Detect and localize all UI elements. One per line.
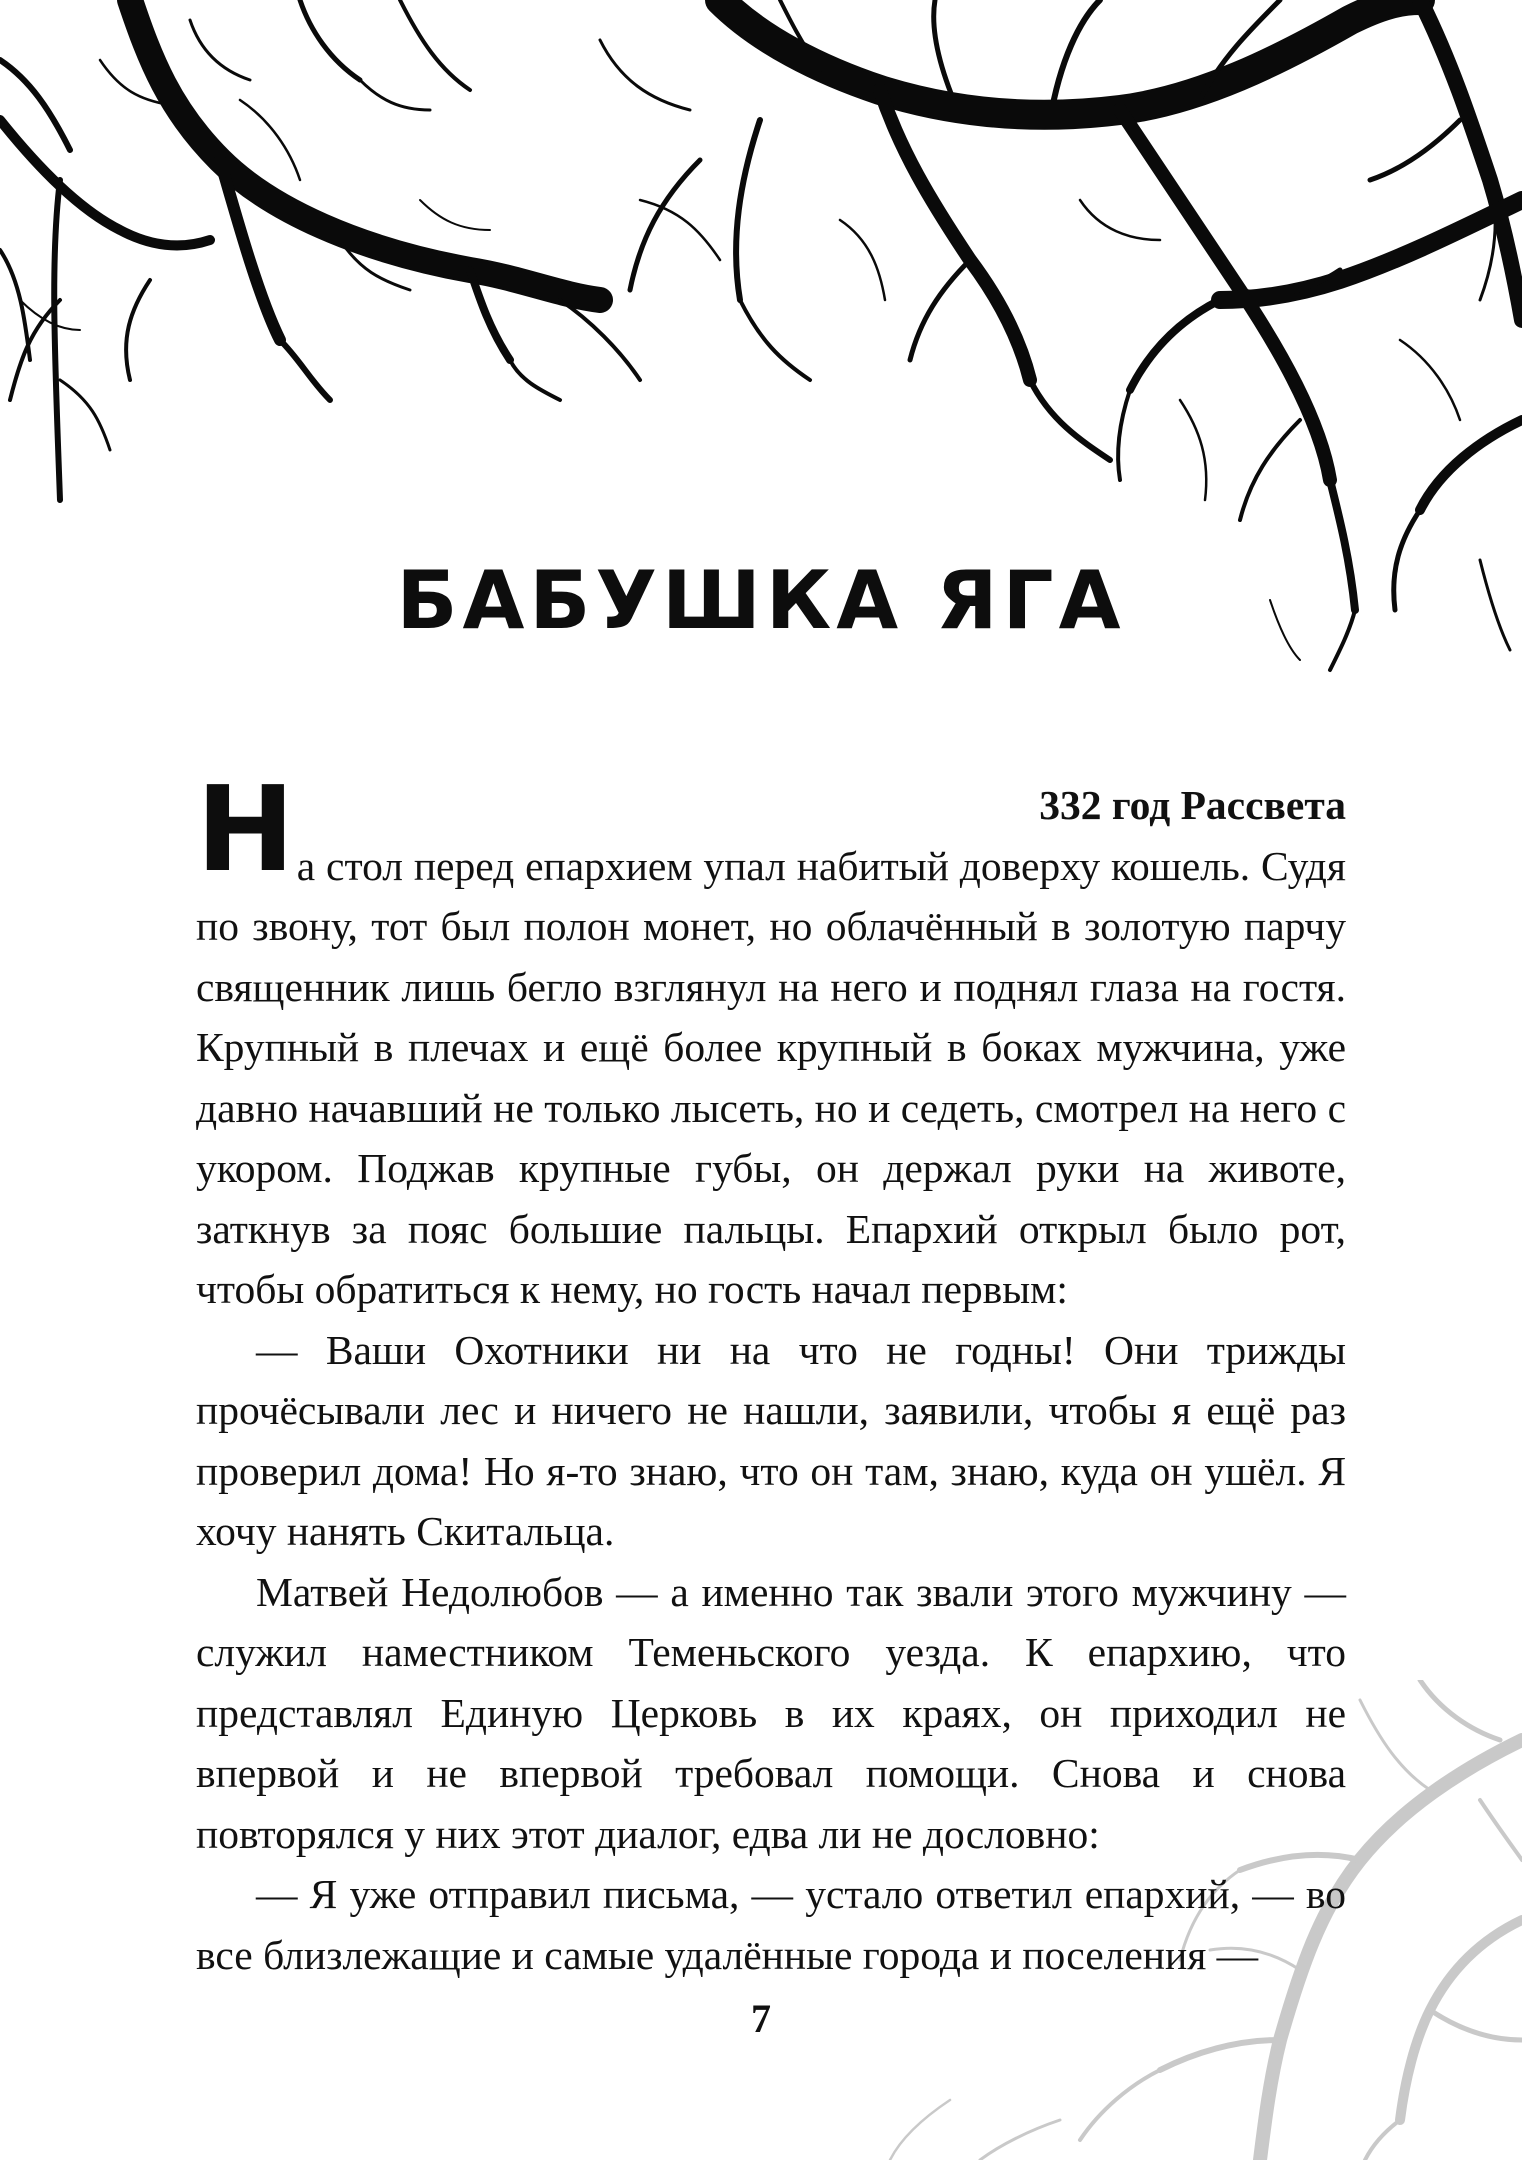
paragraph-1-text: а стол перед епархием упал набитый доверху кошель. Судя по звону, тот был полон монет, но облачённый в золотую парчу священник лишь бегло взглянул на него и поднял глаза на гостя. Крупный в плечах и ещё более крупный в боках мужчина, уже давно начавший не только лысеть, но и седеть, смотрел на него с укором. Поджав крупные губы, он держал руки на животе, заткнув за пояс большие пальцы. Епархий открыл было рот, чтобы обратиться к нему, но гость начал первым: (196, 842, 1346, 1312)
dateline: 332 год Рассвета (1039, 782, 1346, 828)
page-number: 7 (751, 1996, 771, 2041)
chapter-text (196, 759, 1346, 1985)
paragraph-4: — Я уже отправил письма, — устало ответил епархий, — во все близлежащие и самые удалённые города и поселения — (196, 1871, 1346, 1978)
drop-cap: Н (196, 759, 295, 898)
chapter-title: БАБУШКА ЯГА (396, 553, 1126, 647)
paragraph-2: — Ваши Охотники ни на что не годны! Они трижды прочёсывали лес и ничего не нашли, заявили, чтобы я ещё раз проверил дома! Но я-то знаю, что он там, знаю, куда он ушёл. Я хочу нанять Скитальца. (196, 1326, 1346, 1554)
paragraph-3: Матвей Недолюбов — а именно так звали этого мужчину — служил наместником Теменьского уезда. К епархию, что представлял Единую Церковь в их краях, он приходил не впервой и не впервой требовал помощи. Снова и снова повторялся у них этот диалог, едва ли не дословно: (196, 1568, 1346, 1857)
